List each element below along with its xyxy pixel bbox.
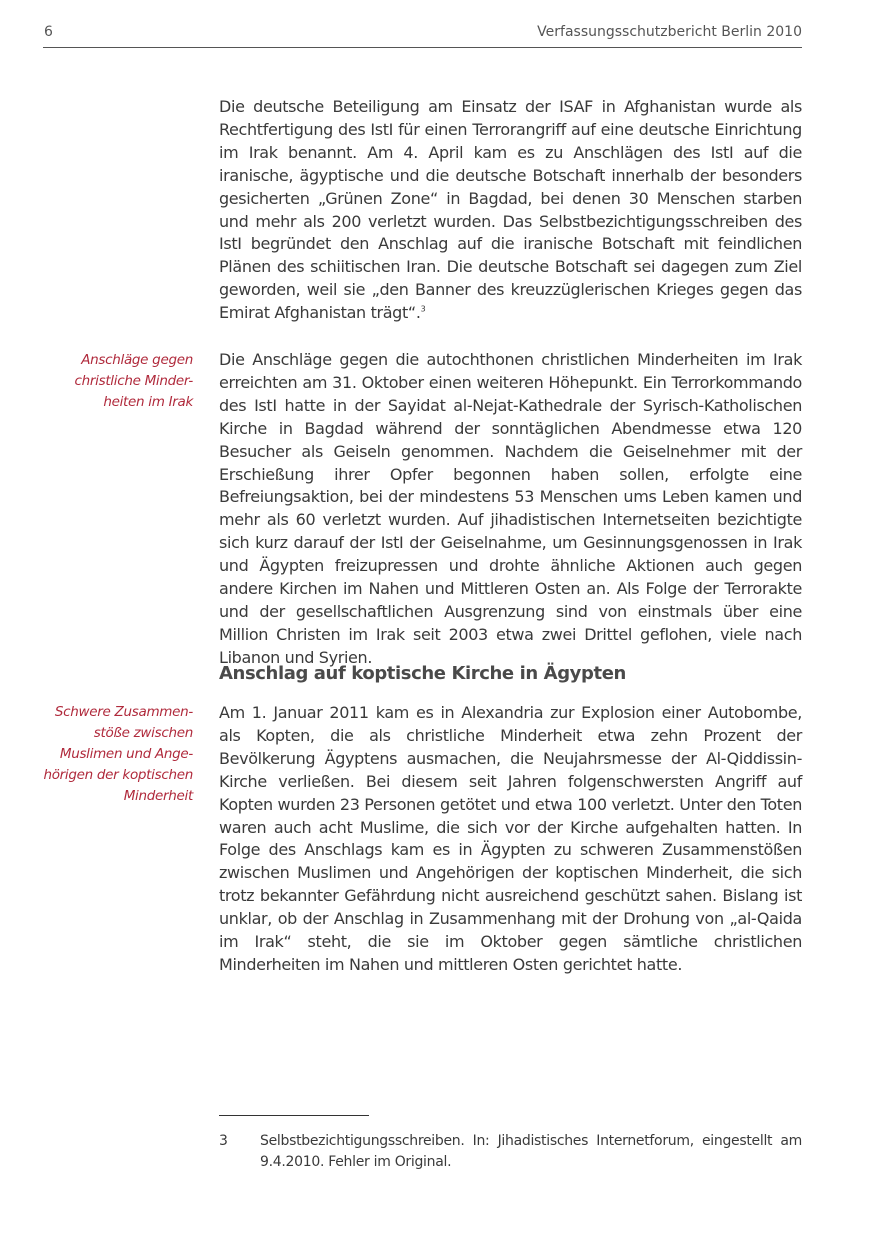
page-header — [43, 24, 802, 48]
paragraph-isaf-text: Die deutsche Beteiligung am Einsatz der ISAF in Afghanistan wurde als Rechtfertigung des IstI für einen Terrorangriff auf eine deutsche Einrichtung im Irak benannt. Am 4. April kam es zu Anschlägen des IstI auf die iranische, ägyptische und die deutsche Botschaft innerhalb der besonders gesicherten „Grünen Zone“ in Bagdad, bei denen 30 Menschen starben und mehr als 200 verletzt wurden. Das Selbstbezichtigungsschreiben des IstI begründet den Anschlag auf die iranische Botschaft mit feindlichen Plänen des schiitischen Iran. Die deutsche Botschaft sei dagegen zum Ziel geworden, weil sie „den Banner des kreuzzüglerischen Krieges gegen das Emirat Afghanistan trägt“. — [219, 97, 802, 323]
margin-note-line: heiten im Irak — [103, 394, 193, 410]
page-number: 6 — [44, 24, 53, 40]
paragraph-isaf — [219, 96, 802, 325]
running-title: Verfassungsschutzbericht Berlin 2010 — [537, 24, 802, 40]
margin-note-line: christliche Minder- — [74, 373, 193, 389]
margin-note-christian-minorities — [40, 350, 193, 413]
margin-note-line: stöße zwischen — [93, 725, 193, 741]
margin-note-line: Schwere Zusammen- — [54, 704, 193, 720]
margin-note-line: Muslimen und Ange- — [59, 746, 193, 762]
margin-note-line: Minderheit — [123, 788, 193, 804]
margin-note-line: hörigen der koptischen — [43, 767, 193, 783]
margin-note-line: Anschläge gegen — [81, 352, 193, 368]
paragraph-egypt-attack: Am 1. Januar 2011 kam es in Alexandria zur Explosion einer Autobombe, als Kopten, die als christliche Minderheit etwa zehn Prozent der Bevölkerung Ägyptens ausmachen, die Neujahrsmesse der Al-Qiddissin-Kirche verließen. Bei diesem seit Jahren folgenschwersten Angriff auf Kopten wurden 23 Personen getötet und etwa 100 verletzt. Unter den Toten waren auch acht Muslime, die sich vor der Kirche aufgehalten hatten. In Folge des Anschlags kam es in Ägypten zu schweren Zusammenstößen zwischen Muslimen und Angehörigen der koptischen Minderheit, die sich trotz bekannter Gefährdung nicht ausreichend geschützt sahen. Bislang ist unklar, ob der Anschlag in Zusammenhang mit der Drohung von „al-Qaida im Irak“ steht, die sie im Oktober gegen sämtliche christlichen Minderheiten im Nahen und mittleren Osten gerichtet hatte. — [219, 703, 802, 974]
footnote-number: 3 — [219, 1133, 228, 1149]
footnote-text: Selbstbezichtigungsschreiben. In: Jihadistisches Internetforum, eingestellt am 9.4.2010. Fehler im Original. — [260, 1133, 802, 1170]
margin-note-clashes — [40, 702, 193, 807]
footnote-reference[interactable]: 3 — [420, 304, 426, 314]
footnote-divider — [219, 1115, 369, 1116]
section-heading: Anschlag auf koptische Kirche in Ägypten — [219, 663, 626, 684]
paragraph-iraq-attacks: Die Anschläge gegen die autochthonen christlichen Minderheiten im Irak erreichten am 31. Oktober einen weiteren Höhepunkt. Ein Terrorkommando des IstI hatte in der Sayidat al-Nejat-Kathedrale der Syrisch-Katholischen Kirche in Bagdad während der sonntäglichen Abendmesse etwa 120 Besucher als Geiseln genommen. Nachdem die Geiselnehmer mit der Erschießung ihrer Opfer begonnen haben sollen, erfolgte eine Befreiungsaktion, bei der mindestens 53 Menschen ums Leben kamen und mehr als 60 verletzt wurden. Auf jihadistischen Internetseiten bezichtigte sich kurz darauf der IstI der Geiselnahme, um Gesinnungsgenossen in Irak und Ägypten freizupressen und drohte ähnliche Aktionen auch gegen andere Kirchen im Nahen und Mittleren Osten an. Als Folge der Terrorakte und der gesellschaftlichen Ausgrenzung sind von einstmals über eine Million Christen im Irak seit 2003 etwa zwei Drittel geflohen, viele nach Libanon und Syrien. — [219, 350, 802, 667]
footnote — [219, 1131, 802, 1173]
